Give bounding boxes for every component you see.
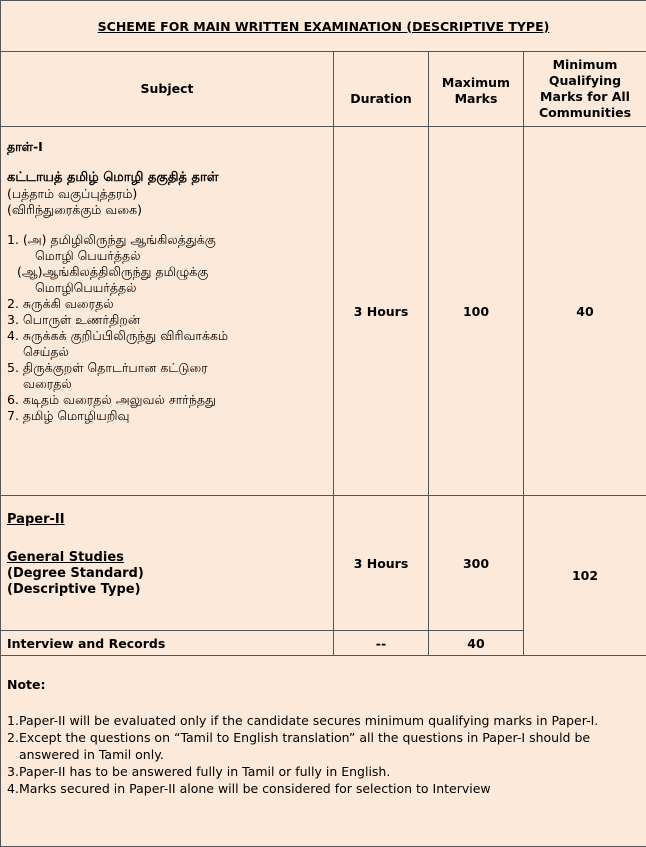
paper1-topic: 4. சுருக்கக் குறிப்பிலிருந்து விரிவாக்கம் [7, 328, 327, 344]
note-item [7, 729, 640, 763]
note-number: 2. [7, 729, 19, 763]
paper1-topic: 7. தமிழ் மொழியறிவு [7, 408, 327, 424]
header-duration: Duration [334, 52, 429, 127]
interview-max-marks: 40 [429, 631, 524, 656]
note-number: 3. [7, 763, 19, 780]
interview-label: Interview and Records [1, 631, 334, 656]
paper1-type: (விரிந்துரைக்கும் வகை) [7, 202, 327, 218]
paper2-duration: 3 Hours [334, 496, 429, 631]
interview-duration: -- [334, 631, 429, 656]
note-item [7, 763, 640, 780]
paper1-topic: செய்தல் [7, 344, 327, 360]
note-text: Marks secured in Paper-II alone will be considered for selection to Interview [19, 780, 640, 797]
note-text: Except the questions on “Tamil to English translation” all the questions in Paper-I should be answered in Tamil only. [19, 729, 640, 763]
paper1-topic: 6. கடிதம் வரைதல் அலுவல் சார்ந்தது [7, 392, 327, 408]
paper2-type: (Descriptive Type) [7, 582, 327, 598]
note-text: Paper-II has to be answered fully in Tamil or fully in English. [19, 763, 640, 780]
paper1-topic: மொழிபெயர்த்தல் [7, 280, 327, 296]
note-number: 4. [7, 780, 19, 797]
note-item [7, 780, 640, 797]
notes-heading: Note: [7, 676, 640, 693]
paper1-min-marks: 40 [524, 127, 646, 496]
paper2-max-marks: 300 [429, 496, 524, 631]
header-min-marks: Minimum Qualifying Marks for All Communities [524, 52, 646, 127]
paper1-topic: 3. பொருள் உணர்திறன் [7, 312, 327, 328]
paper1-max-marks: 100 [429, 127, 524, 496]
paper2-title: General Studies [7, 550, 327, 566]
paper1-topic: வரைதல் [7, 376, 327, 392]
paper1-title: கட்டாயத் தமிழ் மொழி தகுதித் தாள் [7, 170, 327, 186]
note-number: 1. [7, 712, 19, 729]
header-max-marks: Maximum Marks [429, 52, 524, 127]
paper1-topic: 1. (அ) தமிழிலிருந்து ஆங்கிலத்துக்கு [7, 232, 327, 248]
paper1-topic: 2. சுருக்கி வரைதல் [7, 296, 327, 312]
paper2-min-marks: 102 [524, 496, 646, 656]
scheme-title: SCHEME FOR MAIN WRITTEN EXAMINATION (DESCRIPTIVE TYPE) [1, 1, 646, 52]
note-text: Paper-II will be evaluated only if the candidate secures minimum qualifying marks in Paper-I. [19, 712, 640, 729]
paper2-subject-cell [1, 496, 334, 631]
paper1-duration: 3 Hours [334, 127, 429, 496]
paper1-subject-cell [1, 127, 334, 496]
notes-section [1, 656, 646, 847]
paper2-label: Paper-II [7, 512, 327, 528]
paper1-topic: மொழி பெயர்த்தல் [7, 248, 327, 264]
paper1-topics [7, 232, 327, 424]
paper1-topic: 5. திருக்குறள் தொடர்பான கட்டுரை [7, 360, 327, 376]
paper1-topic: (ஆ)ஆங்கிலத்திலிருந்து தமிழுக்கு [7, 264, 327, 280]
header-subject: Subject [1, 52, 334, 127]
paper1-standard: (பத்தாம் வகுப்புத்தரம்) [7, 186, 327, 202]
paper2-standard: (Degree Standard) [7, 566, 327, 582]
note-item [7, 712, 640, 729]
paper1-label: தாள்-I [7, 139, 327, 155]
